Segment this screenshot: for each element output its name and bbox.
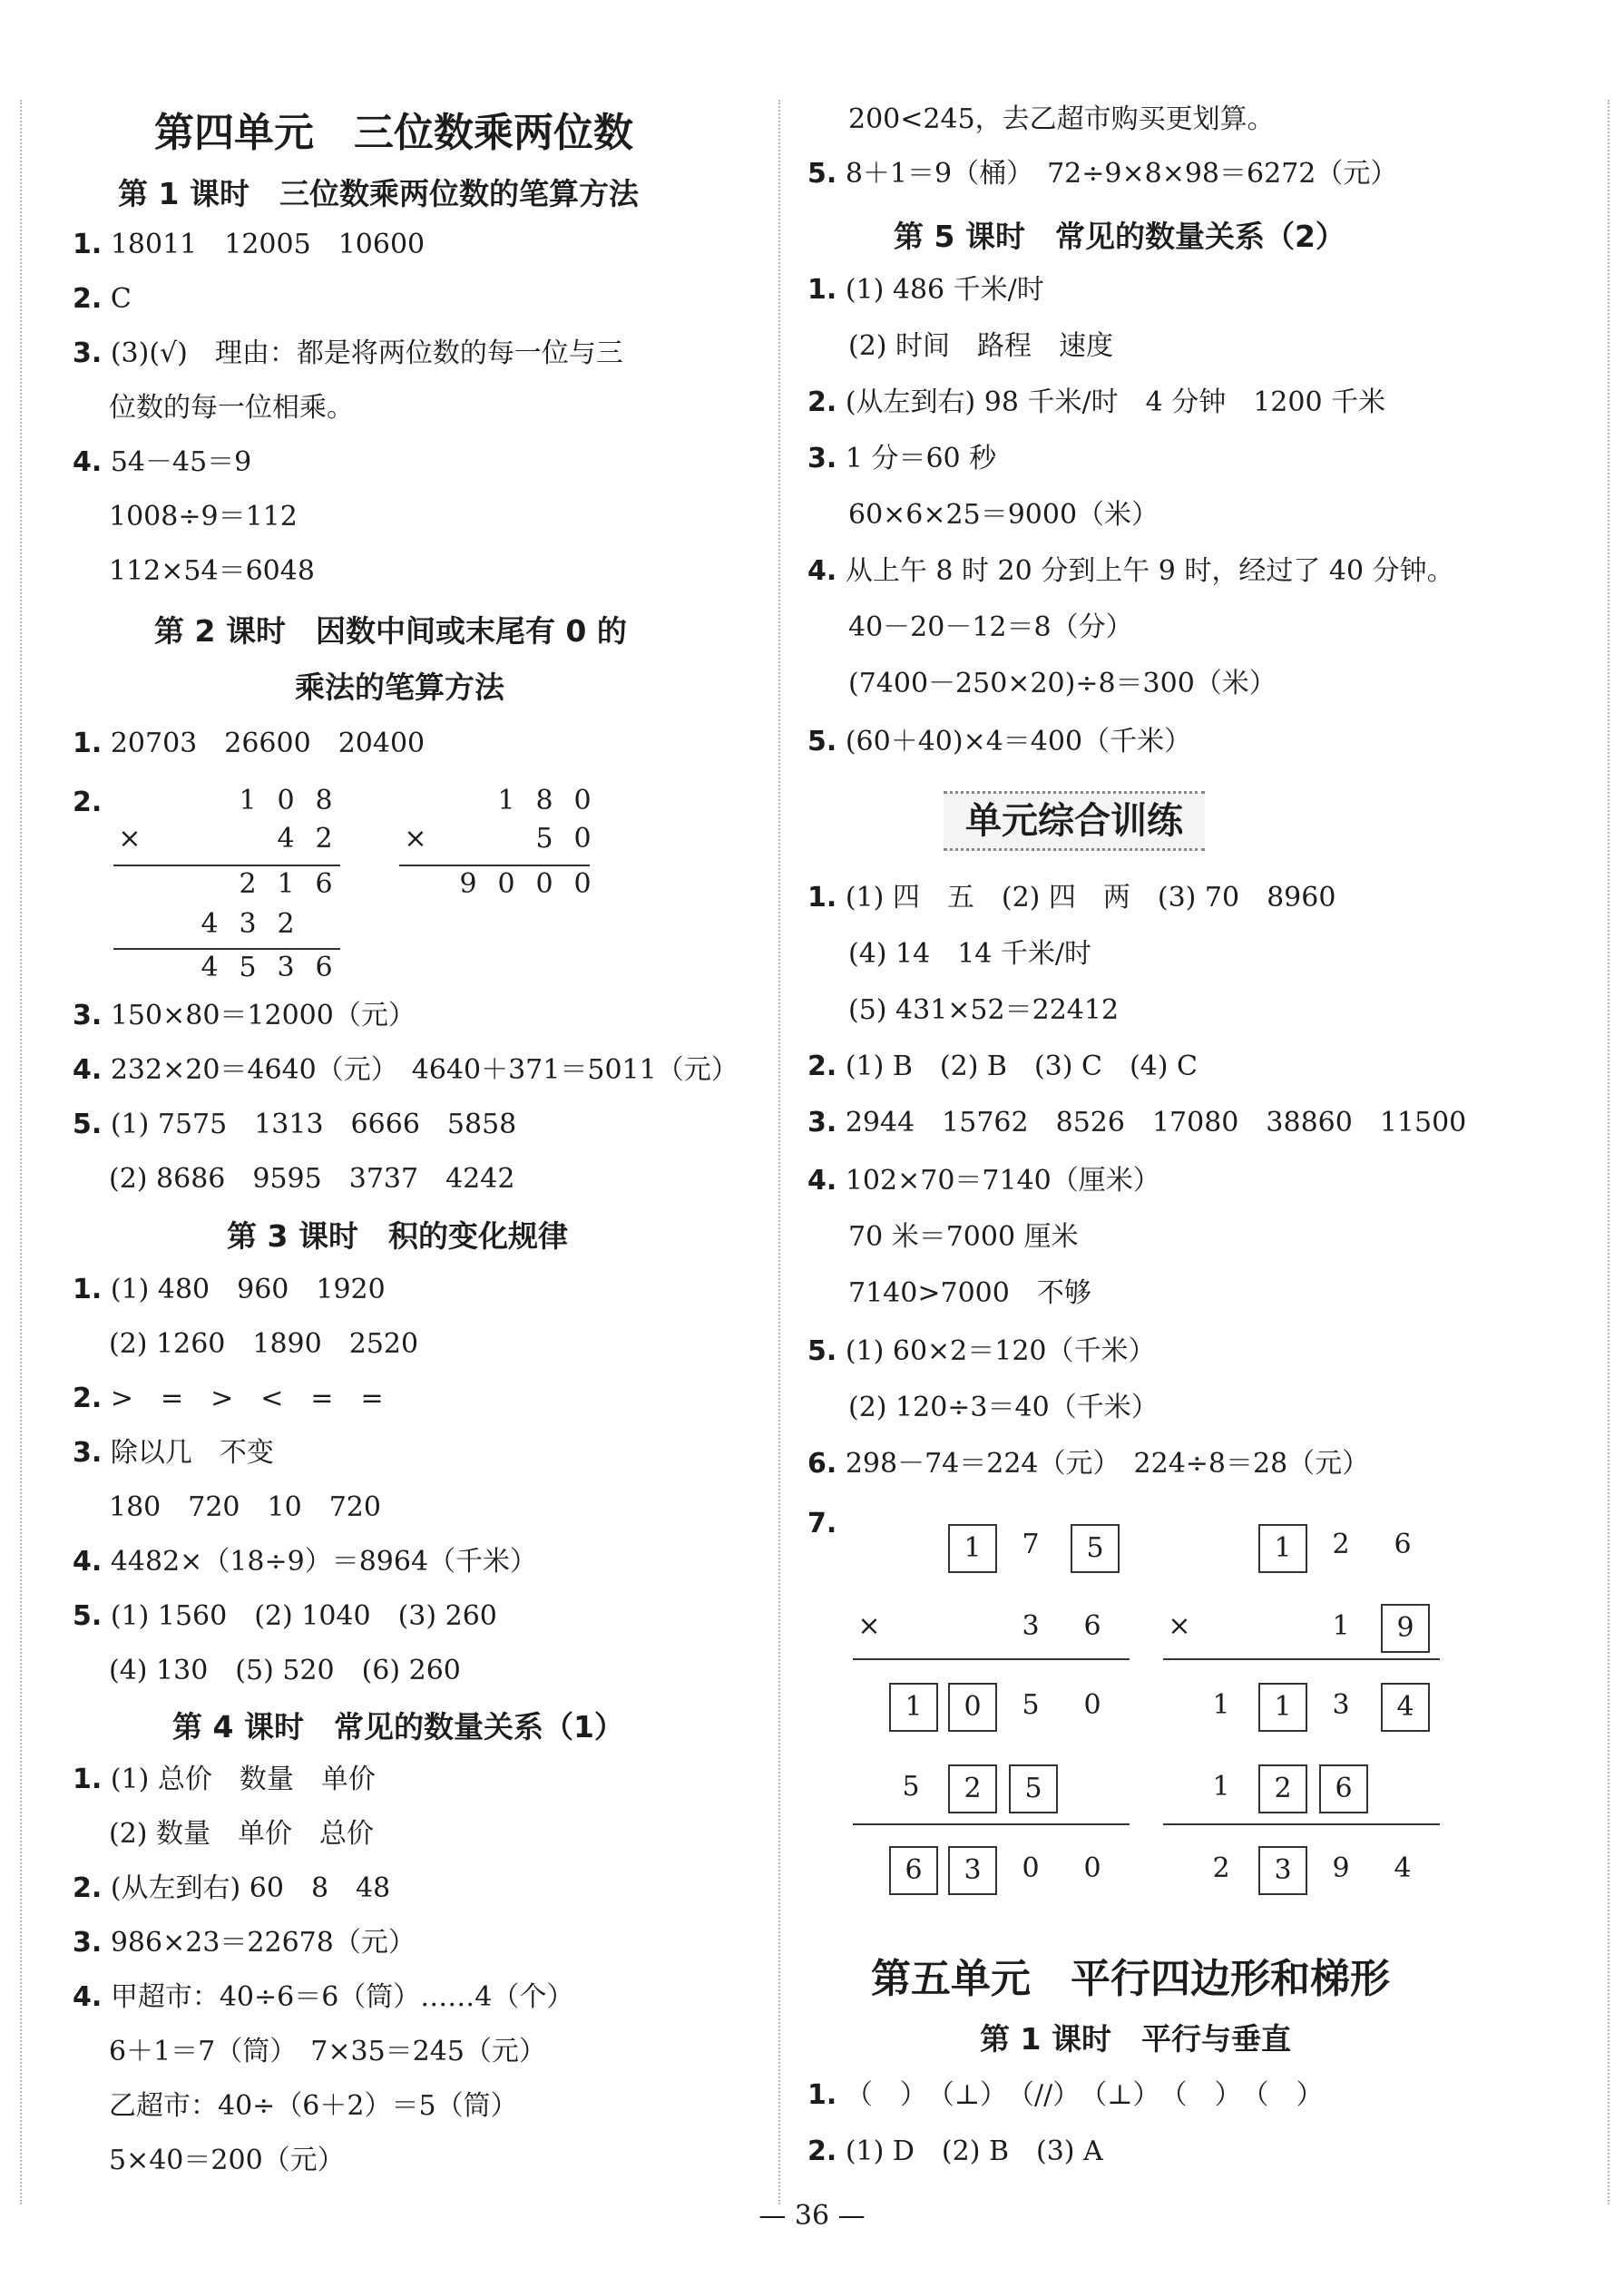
answer-line: 乙超市：40÷（6＋2）＝5（筒） bbox=[109, 2090, 518, 2122]
unit-title: 第四单元 三位数乘两位数 bbox=[154, 110, 633, 156]
lesson-title: 第 5 课时 常见的数量关系（2） bbox=[894, 219, 1345, 254]
answer-line: (2) 数量 单价 总价 bbox=[109, 1818, 375, 1850]
answer-line: 6. 298－74＝224（元） 224÷8＝28（元） bbox=[807, 1448, 1370, 1480]
answer-line: 6＋1＝7（筒） 7×35＝245（元） bbox=[109, 2036, 546, 2067]
vertical-calculation: 1 2 6 × 1 9 1 1 3 4 1 2 6 2 3 9 4 bbox=[1163, 1524, 1453, 1914]
vertical-calculation: 1 8 0 × 5 0 9 0 0 0 bbox=[399, 785, 671, 912]
question-number: 7. bbox=[807, 1508, 837, 1539]
lesson-title: 第 3 课时 积的变化规律 bbox=[227, 1218, 568, 1254]
answer-line: 1. (1) 总价 数量 单价 bbox=[73, 1764, 376, 1795]
answer-line: 4. 4482×（18÷9）＝8964（千米） bbox=[73, 1546, 538, 1578]
answer-line: 200<245，去乙超市购买更划算。 bbox=[848, 103, 1275, 135]
answer-line: 5. (1) 1560 (2) 1040 (3) 260 bbox=[73, 1600, 497, 1632]
answer-line: 3. 除以几 不变 bbox=[73, 1437, 274, 1469]
section-banner: 单元综合训练 bbox=[944, 791, 1205, 851]
answer-line: 3. 2944 15762 8526 17080 38860 11500 bbox=[807, 1107, 1467, 1138]
answer-line: 180 720 10 720 bbox=[109, 1491, 381, 1523]
answer-line: 3. 986×23＝22678（元） bbox=[73, 1927, 416, 1959]
answer-line: 1. (1) 四 五 (2) 四 两 (3) 70 8960 bbox=[807, 882, 1336, 914]
answer-line: (2) 8686 9595 3737 4242 bbox=[109, 1163, 515, 1195]
answer-line: (2) 时间 路程 速度 bbox=[848, 330, 1114, 362]
answer-line: 2. C bbox=[73, 283, 132, 315]
vertical-calculation: 1 7 5 × 3 6 1 0 5 0 5 2 5 6 3 0 0 bbox=[853, 1524, 1143, 1914]
answer-line: 4. 54－45＝9 bbox=[73, 446, 252, 478]
answer-line: 2. (从左到右) 60 8 48 bbox=[73, 1872, 391, 1904]
answer-line: 1. 20703 26600 20400 bbox=[73, 728, 426, 759]
answer-line: (2) 1260 1890 2520 bbox=[109, 1328, 419, 1360]
column-divider-dots bbox=[778, 100, 780, 2204]
right-margin-dots bbox=[1608, 100, 1609, 2204]
page-number: — 36 — bbox=[758, 2200, 866, 2232]
answer-line: 3. 150×80＝12000（元） bbox=[73, 1000, 416, 1031]
answer-line: 5. 8＋1＝9（桶） 72÷9×8×98＝6272（元） bbox=[807, 158, 1398, 190]
lesson-title: 第 1 课时 三位数乘两位数的笔算方法 bbox=[118, 176, 639, 211]
answer-line: (5) 431×52＝22412 bbox=[848, 994, 1120, 1026]
answer-line: 5×40＝200（元） bbox=[109, 2145, 345, 2176]
question-number: 2. bbox=[73, 787, 103, 818]
answer-line: 1. (1) 480 960 1920 bbox=[73, 1274, 386, 1305]
vertical-calculation: 1 0 8 × 4 2 2 1 6 4 3 2 4 5 3 6 bbox=[113, 785, 386, 993]
answer-line: 3. 1 分＝60 秒 bbox=[807, 443, 997, 474]
lesson-title: 乘法的笔算方法 bbox=[295, 669, 504, 705]
answer-line: 70 米＝7000 厘米 bbox=[848, 1221, 1079, 1253]
answer-line: 1. 18011 12005 10600 bbox=[73, 229, 426, 260]
answer-line: 2. > = > < = = bbox=[73, 1383, 384, 1414]
answer-line: 7140>7000 不够 bbox=[848, 1277, 1091, 1309]
lesson-title: 第 4 课时 常见的数量关系（1） bbox=[172, 1709, 624, 1744]
answer-line: (4) 14 14 千米/时 bbox=[848, 938, 1092, 970]
answer-line: 2. (从左到右) 98 千米/时 4 分钟 1200 千米 bbox=[807, 386, 1386, 418]
lesson-title: 第 1 课时 平行与垂直 bbox=[980, 2021, 1291, 2057]
answer-line: 40－20－12＝8（分） bbox=[848, 611, 1133, 643]
answer-line: 1. (1) 486 千米/时 bbox=[807, 274, 1044, 306]
answer-line: 4. 甲超市：40÷6＝6（筒）……4（个） bbox=[73, 1981, 574, 2013]
answer-line: 3. (3)(√) 理由：都是将两位数的每一位与三 bbox=[73, 337, 623, 369]
answer-line: 4. 从上午 8 时 20 分到上午 9 时，经过了 40 分钟。 bbox=[807, 555, 1454, 587]
answer-line: 2. (1) D (2) B (3) A bbox=[807, 2135, 1103, 2167]
answer-line: 5. (1) 60×2＝120（千米） bbox=[807, 1335, 1156, 1367]
left-margin-dots bbox=[20, 100, 22, 2204]
answer-line: (2) 120÷3＝40（千米） bbox=[848, 1392, 1159, 1423]
unit-title: 第五单元 平行四边形和梯形 bbox=[871, 1956, 1390, 2002]
answer-line: (7400－250×20)÷8＝300（米） bbox=[848, 668, 1277, 699]
answer-line: 5. (60＋40)×4＝400（千米） bbox=[807, 726, 1192, 757]
answer-line: 112×54＝6048 bbox=[109, 555, 315, 587]
answer-line: 1. （ ） （⊥） （//） （⊥） （ ） （ ） bbox=[807, 2079, 1324, 2111]
answer-line: 60×6×25＝9000（米） bbox=[848, 499, 1159, 531]
answer-line: 5. (1) 7575 1313 6666 5858 bbox=[73, 1109, 517, 1140]
answer-line: 1008÷9＝112 bbox=[109, 501, 298, 533]
answer-line: 2. (1) B (2) B (3) C (4) C bbox=[807, 1051, 1198, 1082]
lesson-title: 第 2 课时 因数中间或末尾有 0 的 bbox=[154, 613, 627, 649]
answer-line: 4. 102×70＝7140（厘米） bbox=[807, 1165, 1160, 1197]
answer-line: 位数的每一位相乘。 bbox=[109, 392, 354, 424]
answer-line: 4. 232×20＝4640（元） 4640＋371＝5011（元） bbox=[73, 1054, 739, 1086]
answer-line: (4) 130 (5) 520 (6) 260 bbox=[109, 1655, 461, 1686]
